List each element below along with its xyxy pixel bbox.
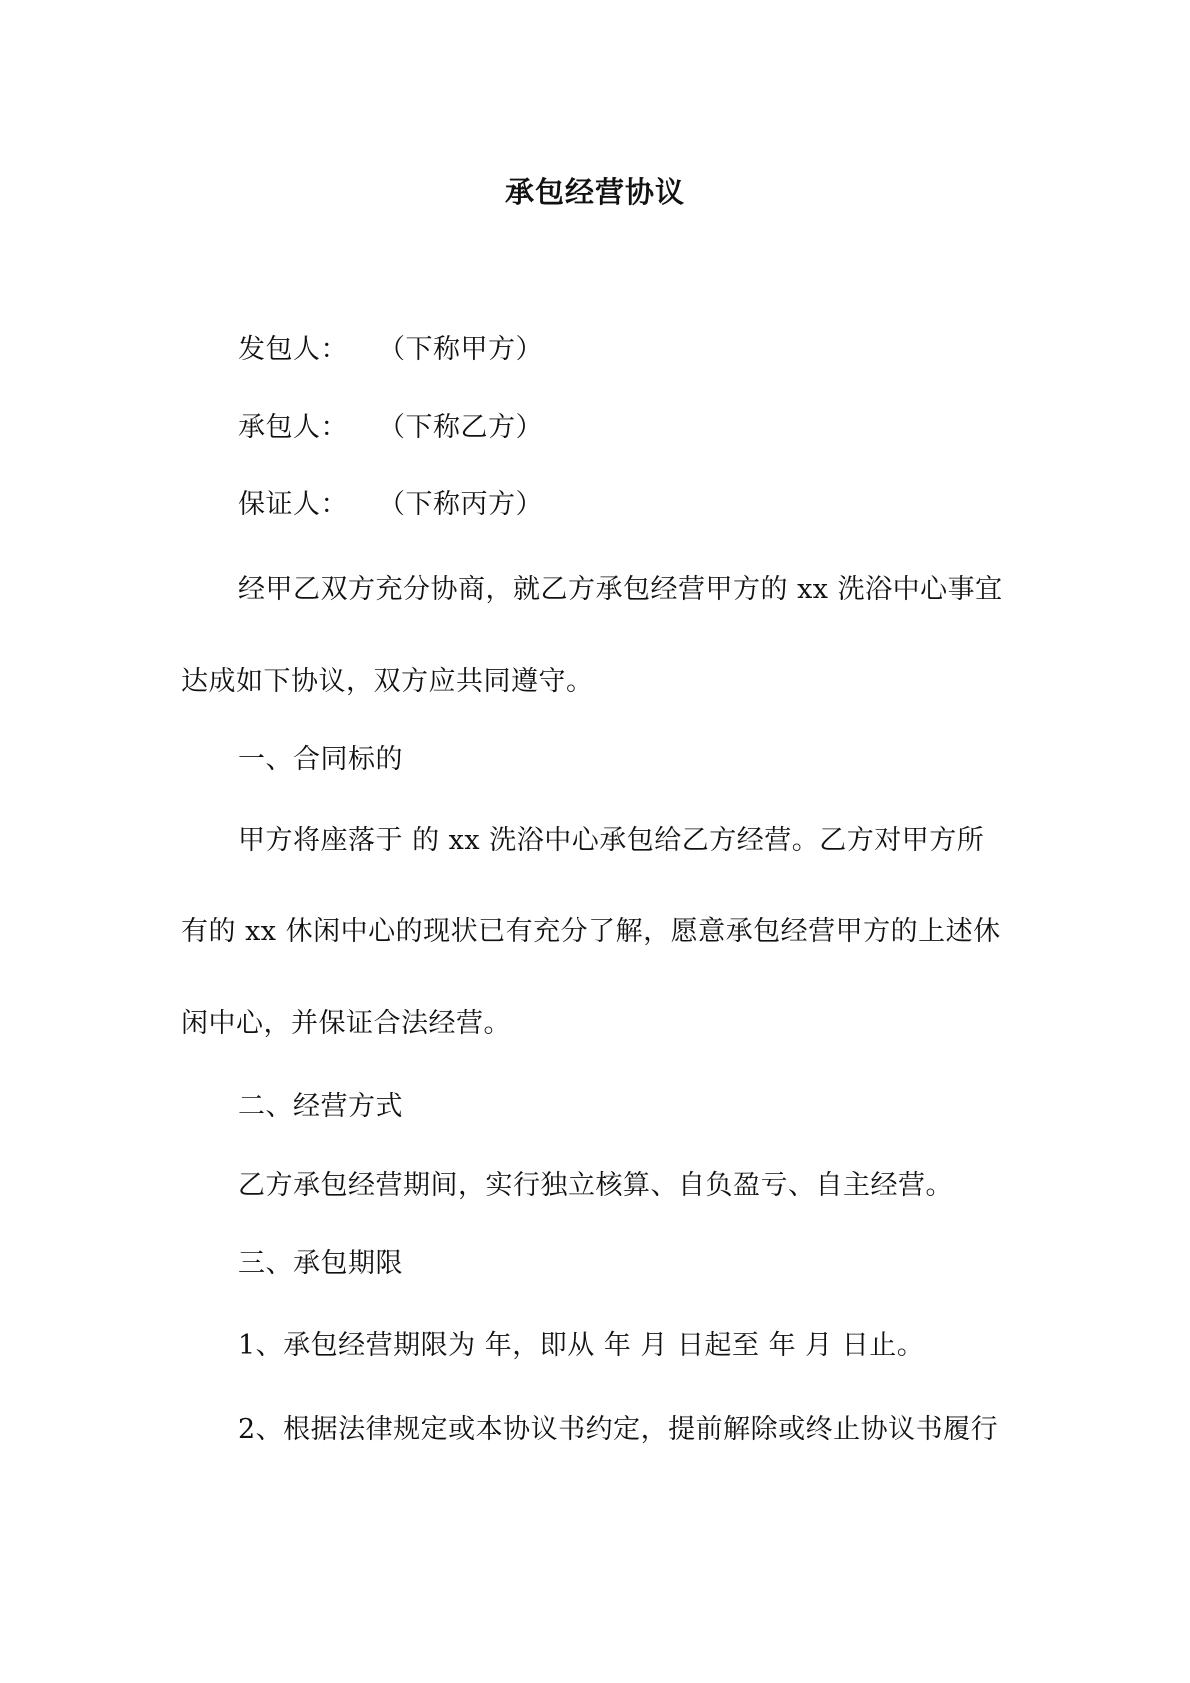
section1-line-2: 有的 xx 休闲中心的现状已有充分了解，愿意承包经营甲方的上述休 <box>181 916 1001 947</box>
section-heading-2: 二、经营方式 <box>238 1091 403 1122</box>
party-role: （下称丙方） <box>378 489 543 520</box>
party-role: （下称甲方） <box>378 334 543 365</box>
document-title: 承包经营协议 <box>504 175 685 209</box>
intro-line-2: 达成如下协议，双方应共同遵守。 <box>181 666 594 697</box>
section1-line-1: 甲方将座落于 的 xx 洗浴中心承包给乙方经营。乙方对甲方所 <box>238 825 985 856</box>
party-label: 保证人： <box>238 489 348 520</box>
section3-item-2: 2、根据法律规定或本协议书约定，提前解除或终止协议书履行 <box>238 1414 999 1445</box>
party-line-contractor <box>238 411 543 445</box>
section-heading-3: 三、承包期限 <box>238 1248 403 1279</box>
section3-item-1: 1、承包经营期限为 年，即从 年 月 日起至 年 月 日止。 <box>238 1330 925 1361</box>
party-role: （下称乙方） <box>378 412 543 443</box>
section2-text: 乙方承包经营期间，实行独立核算、自负盈亏、自主经营。 <box>238 1170 953 1201</box>
party-label: 发包人： <box>238 334 348 365</box>
section1-line-3: 闲中心，并保证合法经营。 <box>181 1008 511 1039</box>
intro-line-1: 经甲乙双方充分协商，就乙方承包经营甲方的 xx 洗浴中心事宜 <box>238 574 1003 605</box>
party-line-guarantor <box>238 488 543 522</box>
section-heading-1: 一、合同标的 <box>238 744 403 775</box>
party-line-issuer <box>238 333 543 367</box>
party-label: 承包人： <box>238 412 348 443</box>
